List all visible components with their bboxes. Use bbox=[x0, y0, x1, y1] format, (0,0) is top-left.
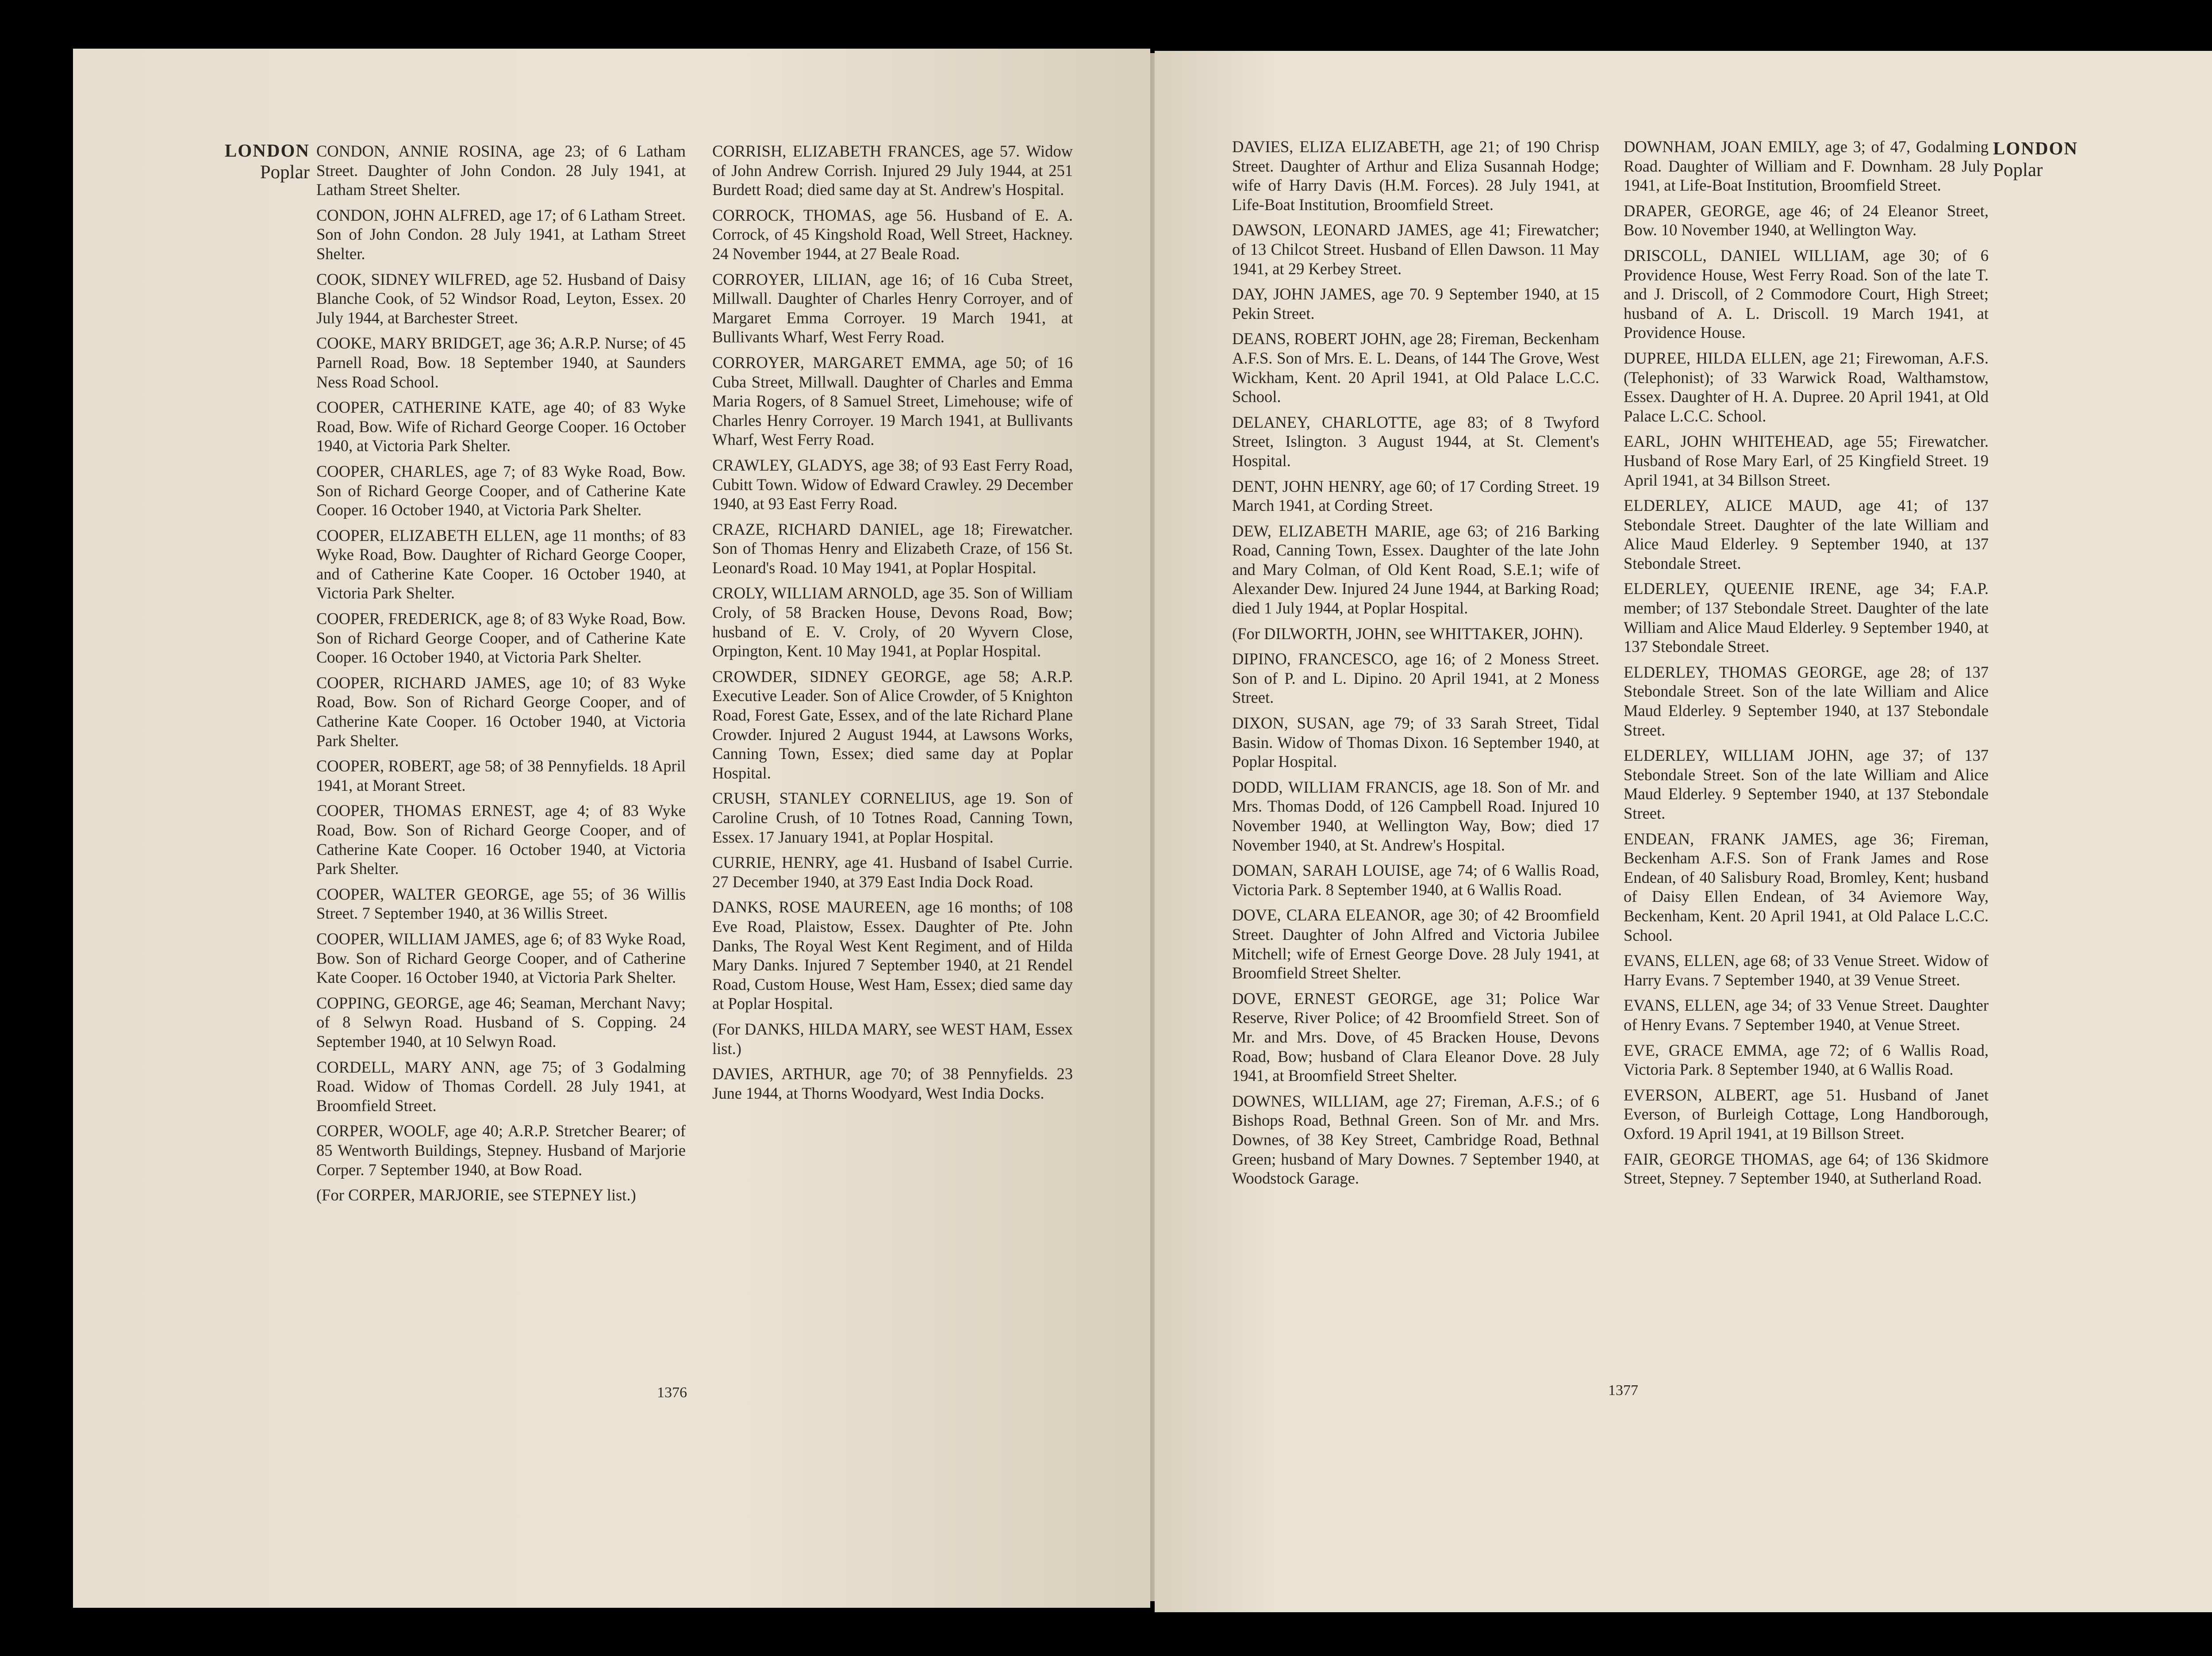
entry: DUPREE, HILDA ELLEN, age 21; Firewoman, A.F.S. (Telephonist); of 33 Warwick Road, Walthamstow, Essex. Daughter of H. A. Dupree. 20 April 1941, at Old Palace L.C.C. School. bbox=[1624, 349, 1989, 425]
entry: DAVIES, ELIZA ELIZABETH, age 21; of 190 Chrisp Street. Daughter of Arthur and Eliza Susannah Hodge; wife of Harry Davis (H.M. Forces). 28 July 1941, at Life-Boat Institution, Broomfield Street. bbox=[1232, 138, 1599, 214]
entry: CORPER, WOOLF, age 40; A.R.P. Stretcher Bearer; of 85 Wentworth Buildings, Stepney. Husband of Marjorie Corper. 7 September 1940, at Bow Road. bbox=[316, 1122, 686, 1179]
entry: DAY, JOHN JAMES, age 70. 9 September 1940, at 15 Pekin Street. bbox=[1232, 285, 1599, 322]
entry: COOPER, WILLIAM JAMES, age 6; of 83 Wyke Road, Bow. Son of Richard George Cooper, and of Catherine Kate Cooper. 16 October 1940, at Victoria Park Shelter. bbox=[316, 929, 686, 987]
entry: CORROYER, MARGARET EMMA, age 50; of 16 Cuba Street, Millwall. Daughter of Charles and Emma Maria Rogers, of 8 Samuel Street, Limehouse; wife of Charles Henry Corroyer. 19 March 1941, at Bullivants Wharf, West Ferry Road. bbox=[712, 353, 1073, 449]
entry: FAIR, GEORGE THOMAS, age 64; of 136 Skidmore Street, Stepney. 7 September 1940, at Sutherland Road. bbox=[1624, 1150, 1989, 1188]
entry: ELDERLEY, THOMAS GEORGE, age 28; of 137 Stebondale Street. Son of the late William and Alice Maud Elderley. 9 September 1940, at 137 Stebondale Street. bbox=[1624, 663, 1989, 739]
entry: COOPER, RICHARD JAMES, age 10; of 83 Wyke Road, Bow. Son of Richard George Cooper, and of Catherine Kate Cooper. 16 October 1940, at Victoria Park Shelter. bbox=[316, 673, 686, 750]
region-name: LONDON bbox=[1993, 138, 2078, 158]
left-column-2 bbox=[712, 142, 1073, 1109]
entry: DOWNES, WILLIAM, age 27; Fireman, A.F.S.; of 6 Bishops Road, Bethnal Green. Son of Mr. and Mrs. Downes, of 38 Key Street, Cambridge Road, Bethnal Green; husband of Mary Downes. 7 September 1940, at Woodstock Garage. bbox=[1232, 1092, 1599, 1188]
entry: CONDON, JOHN ALFRED, age 17; of 6 Latham Street. Son of John Condon. 28 July 1941, at Latham Street Shelter. bbox=[316, 206, 686, 263]
entry: EVANS, ELLEN, age 68; of 33 Venue Street. Widow of Harry Evans. 7 September 1940, at 39 Venue Street. bbox=[1624, 951, 1989, 989]
entry: EVANS, ELLEN, age 34; of 33 Venue Street. Daughter of Henry Evans. 7 September 1940, at Venue Street. bbox=[1624, 996, 1989, 1034]
entry: ELDERLEY, ALICE MAUD, age 41; of 137 Stebondale Street. Daughter of the late William and Alice Maud Elderley. 9 September 1940, at 137 Stebondale Street. bbox=[1624, 496, 1989, 572]
entry: ENDEAN, FRANK JAMES, age 36; Fireman, Beckenham A.F.S. Son of Frank James and Rose Endean, of 40 Salisbury Road, Bromley, Kent; husband of Daisy Ellen Endean, of 34 Aviemore Way, Beckenham, Kent. 20 April 1941, at Old Palace L.C.C. School. bbox=[1624, 829, 1989, 944]
entry: DENT, JOHN HENRY, age 60; of 17 Cording Street. 19 March 1941, at Cording Street. bbox=[1232, 477, 1599, 515]
entry: CROLY, WILLIAM ARNOLD, age 35. Son of William Croly, of 58 Bracken House, Devons Road, Bow; husband of E. V. Croly, of 20 Wyvern Close, Orpington, Kent. 10 May 1941, at Poplar Hospital. bbox=[712, 584, 1073, 660]
left-column-1 bbox=[316, 142, 686, 1211]
entry: DOWNHAM, JOAN EMILY, age 3; of 47, Godalming Road. Daughter of William and F. Downham. 28 July 1941, at Life-Boat Institution, Broomfield Street. bbox=[1624, 138, 1989, 195]
page-number: 1377 bbox=[1608, 1382, 1638, 1399]
entry: DOVE, CLARA ELEANOR, age 30; of 42 Broomfield Street. Daughter of John Alfred and Victoria Jubilee Mitchell; wife of Ernest George Dove. 28 July 1941, at Broomfield Street Shelter. bbox=[1232, 906, 1599, 982]
entry: COOPER, ELIZABETH ELLEN, age 11 months; of 83 Wyke Road, Bow. Daughter of Richard George Cooper, and of Catherine Kate Cooper. 16 October 1940, at Victoria Park Shelter. bbox=[316, 526, 686, 602]
entry: EARL, JOHN WHITEHEAD, age 55; Firewatcher. Husband of Rose Mary Earl, of 25 Kingfield Street. 19 April 1941, at 34 Billson Street. bbox=[1624, 432, 1989, 489]
entry: ELDERLEY, WILLIAM JOHN, age 37; of 137 Stebondale Street. Son of the late William and Alice Maud Elderley. 9 September 1940, at 137 Stebondale Street. bbox=[1624, 746, 1989, 822]
entry: DELANEY, CHARLOTTE, age 83; of 8 Twyford Street, Islington. 3 August 1944, at St. Clement's Hospital. bbox=[1232, 413, 1599, 470]
entry: COOKE, MARY BRIDGET, age 36; A.R.P. Nurse; of 45 Parnell Road, Bow. 18 September 1940, at Saunders Ness Road School. bbox=[316, 334, 686, 391]
entry: (For DANKS, HILDA MARY, see WEST HAM, Essex list.) bbox=[712, 1020, 1073, 1058]
entry: COOK, SIDNEY WILFRED, age 52. Husband of Daisy Blanche Cook, of 52 Windsor Road, Leyton, Essex. 20 July 1944, at Barchester Street. bbox=[316, 270, 686, 327]
entry: COOPER, WALTER GEORGE, age 55; of 36 Willis Street. 7 September 1940, at 36 Willis Street. bbox=[316, 885, 686, 923]
entry: ELDERLEY, QUEENIE IRENE, age 34; F.A.P. member; of 137 Stebondale Street. Daughter of the late William and Alice Maud Elderley. 9 September 1940, at 137 Stebondale Street. bbox=[1624, 579, 1989, 656]
subregion-name: Poplar bbox=[1993, 160, 2043, 180]
right-column-2 bbox=[1624, 137, 1989, 1194]
right-page bbox=[1155, 51, 2212, 1612]
entry: DIPINO, FRANCESCO, age 16; of 2 Moness Street. Son of P. and L. Dipino. 20 April 1941, at 2 Moness Street. bbox=[1232, 650, 1599, 707]
entry: COPPING, GEORGE, age 46; Seaman, Merchant Navy; of 8 Selwyn Road. Husband of S. Copping. 24 September 1940, at 10 Selwyn Road. bbox=[316, 993, 686, 1050]
entry: CURRIE, HENRY, age 41. Husband of Isabel Currie. 27 December 1940, at 379 East India Dock Road. bbox=[712, 853, 1073, 891]
region-name: LONDON bbox=[225, 140, 310, 161]
entry: DIXON, SUSAN, age 79; of 33 Sarah Street, Tidal Basin. Widow of Thomas Dixon. 16 September 1940, at Poplar Hospital. bbox=[1232, 714, 1599, 771]
region-heading-left bbox=[208, 139, 310, 184]
right-column-1 bbox=[1232, 137, 1599, 1194]
entry: CORROYER, LILIAN, age 16; of 16 Cuba Street, Millwall. Daughter of Charles Henry Corroyer, and of Margaret Emma Corroyer. 19 March 1941, at Bullivants Wharf, West Ferry Road. bbox=[712, 270, 1073, 346]
entry: DOVE, ERNEST GEORGE, age 31; Police War Reserve, River Police; of 42 Broomfield Street. Son of Mr. and Mrs. Dove, of 45 Bracken House, Devons Road, Bow; husband of Clara Eleanor Dove. 28 July 1941, at Broomfield Street Shelter. bbox=[1232, 989, 1599, 1085]
entry: COOPER, THOMAS ERNEST, age 4; of 83 Wyke Road, Bow. Son of Richard George Cooper, and of Catherine Kate Cooper. 16 October 1940, at Victoria Park Shelter. bbox=[316, 801, 686, 878]
entry: EVE, GRACE EMMA, age 72; of 6 Wallis Road, Victoria Park. 8 September 1940, at 6 Wallis Road. bbox=[1624, 1041, 1989, 1079]
entry: DRAPER, GEORGE, age 46; of 24 Eleanor Street, Bow. 10 November 1940, at Wellington Way. bbox=[1624, 201, 1989, 239]
entry: CRUSH, STANLEY CORNELIUS, age 19. Son of Caroline Crush, of 10 Totnes Road, Canning Town, Essex. 17 January 1941, at Poplar Hospital. bbox=[712, 789, 1073, 846]
entry: CRAWLEY, GLADYS, age 38; of 93 East Ferry Road, Cubitt Town. Widow of Edward Crawley. 29 December 1940, at 93 East Ferry Road. bbox=[712, 456, 1073, 513]
entry: DRISCOLL, DANIEL WILLIAM, age 30; of 6 Providence House, West Ferry Road. Son of the late T. and J. Driscoll, of 2 Commodore Court, High Street; husband of A. L. Driscoll. 19 March 1941, at Providence House. bbox=[1624, 246, 1989, 342]
entry: DEANS, ROBERT JOHN, age 28; Fireman, Beckenham A.F.S. Son of Mrs. E. L. Deans, of 144 The Grove, West Wickham, Kent. 20 April 1941, at Old Palace L.C.C. School. bbox=[1232, 330, 1599, 406]
subregion-name: Poplar bbox=[260, 162, 310, 183]
entry: DANKS, ROSE MAUREEN, age 16 months; of 108 Eve Road, Plaistow, Essex. Daughter of Pte. John Danks, The Royal West Kent Regiment, and of Hilda Mary Danks. Injured 7 September 1940, at 21 Rendel Road, Custom House, West Ham, Essex; died same day at Poplar Hospital. bbox=[712, 898, 1073, 1013]
entry: DODD, WILLIAM FRANCIS, age 18. Son of Mr. and Mrs. Thomas Dodd, of 126 Campbell Road. Injured 10 November 1940, at Wellington Way, Bow; died 17 November 1940, at St. Andrew's Hospital. bbox=[1232, 778, 1599, 854]
entry: CONDON, ANNIE ROSINA, age 23; of 6 Latham Street. Daughter of John Condon. 28 July 1941, at Latham Street Shelter. bbox=[316, 142, 686, 199]
entry: CORRISH, ELIZABETH FRANCES, age 57. Widow of John Andrew Corrish. Injured 29 July 1944, at 251 Burdett Road; died same day at St. Andrew's Hospital. bbox=[712, 142, 1073, 199]
region-heading-right bbox=[1993, 137, 2099, 181]
entry: CORDELL, MARY ANN, age 75; of 3 Godalming Road. Widow of Thomas Cordell. 28 July 1941, at Broomfield Street. bbox=[316, 1058, 686, 1115]
entry: CROWDER, SIDNEY GEORGE, age 58; A.R.P. Executive Leader. Son of Alice Crowder, of 5 Knighton Road, Forest Gate, Essex, and of the late Richard Plane Crowder. Injured 2 August 1944, at Lawsons Works, Canning Town, Essex; died same day at Poplar Hospital. bbox=[712, 667, 1073, 782]
entry: EVERSON, ALBERT, age 51. Husband of Janet Everson, of Burleigh Cottage, Long Handborough, Oxford. 19 April 1941, at 19 Billson Street. bbox=[1624, 1085, 1989, 1142]
page-number: 1376 bbox=[657, 1384, 687, 1401]
entry: (For CORPER, MARJORIE, see STEPNEY list.) bbox=[316, 1186, 636, 1204]
entry: DOMAN, SARAH LOUISE, age 74; of 6 Wallis Road, Victoria Park. 8 September 1940, at 6 Wallis Road. bbox=[1232, 861, 1599, 899]
entry: COOPER, CHARLES, age 7; of 83 Wyke Road, Bow. Son of Richard George Cooper, and of Catherine Kate Cooper. 16 October 1940, at Victoria Park Shelter. bbox=[316, 462, 686, 519]
entry: DAWSON, LEONARD JAMES, age 41; Firewatcher; of 13 Chilcot Street. Husband of Ellen Dawson. 11 May 1941, at 29 Kerbey Street. bbox=[1232, 221, 1599, 278]
left-page bbox=[73, 49, 1150, 1608]
entry: DAVIES, ARTHUR, age 70; of 38 Pennyfields. 23 June 1944, at Thorns Woodyard, West India Docks. bbox=[712, 1065, 1073, 1102]
entry: COOPER, ROBERT, age 58; of 38 Pennyfields. 18 April 1941, at Morant Street. bbox=[316, 757, 686, 794]
entry: CRAZE, RICHARD DANIEL, age 18; Firewatcher. Son of Thomas Henry and Elizabeth Craze, of 156 St. Leonard's Road. 10 May 1941, at Poplar Hospital. bbox=[712, 520, 1073, 577]
entry: CORROCK, THOMAS, age 56. Husband of E. A. Corrock, of 45 Kingshold Road, Well Street, Hackney. 24 November 1944, at 27 Beale Road. bbox=[712, 206, 1073, 263]
entry: DEW, ELIZABETH MARIE, age 63; of 216 Barking Road, Canning Town, Essex. Daughter of the late John and Mary Colman, of Old Kent Road, S.E.1; wife of Alexander Dew. Injured 24 June 1944, at Barking Road; died 1 July 1944, at Poplar Hospital. bbox=[1232, 521, 1599, 617]
entry: COOPER, CATHERINE KATE, age 40; of 83 Wyke Road, Bow. Wife of Richard George Cooper. 16 October 1940, at Victoria Park Shelter. bbox=[316, 398, 686, 455]
entry: COOPER, FREDERICK, age 8; of 83 Wyke Road, Bow. Son of Richard George Cooper, and of Catherine Kate Cooper. 16 October 1940, at Victoria Park Shelter. bbox=[316, 610, 686, 667]
entry: (For DILWORTH, JOHN, see WHITTAKER, JOHN). bbox=[1232, 624, 1583, 643]
